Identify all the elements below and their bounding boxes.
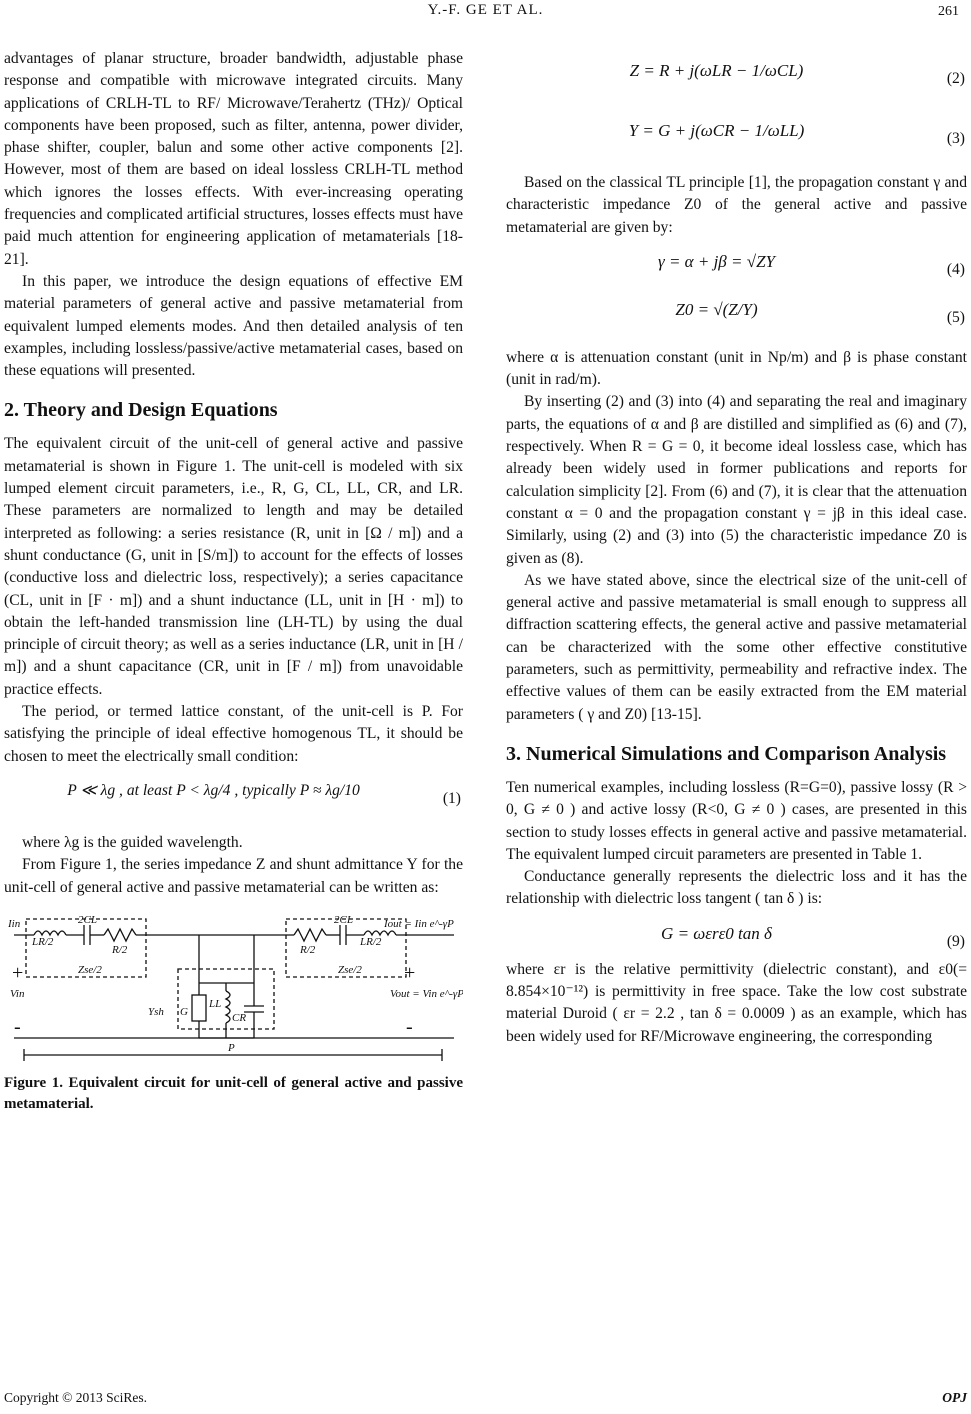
page-header xyxy=(0,2,971,24)
label-iout: Iout = Iin e^-γP xyxy=(384,917,454,930)
label-g: G xyxy=(180,1005,188,1018)
minus-left: - xyxy=(14,1015,21,1038)
label-cl-left: 2CL xyxy=(78,913,97,926)
figure-1-circuit xyxy=(4,913,463,1063)
page-footer xyxy=(4,1390,967,1406)
label-vin: Vin xyxy=(10,987,25,1000)
equation-5 xyxy=(506,291,967,343)
plus-left: + xyxy=(12,961,24,984)
label-period: P xyxy=(228,1041,235,1054)
equation-2 xyxy=(506,52,967,108)
label-iin: Iin xyxy=(8,917,21,930)
running-title: Y.-F. GE ET AL. xyxy=(427,2,544,18)
equation-number: (4) xyxy=(946,260,965,278)
equation-4 xyxy=(506,243,967,287)
minus-right: - xyxy=(406,1015,413,1038)
left-column xyxy=(4,48,463,1115)
label-r2-right: R/2 xyxy=(300,943,316,956)
paragraph: advantages of planar structure, broader bandwidth, adjustable phase response and compatible with microwave integrated circuits. Many applications of CRLH-TL to RF/ Microwave/Terahertz (THz)/ Optical components have been proposed, such as filter, antenna, power divider, phase shifter, coupler, balun and some other active components [2]. However, most of them are based on ideal lossless CRLH-TL method which ignores the losses effects. With ever-increasing operating frequencies and complicated artificial structures, losses effects must have paid much attention for engineering application of metamaterials [18-21]. xyxy=(4,50,463,268)
equation-3 xyxy=(506,112,967,168)
equation-body: γ = α + jβ = √ZY xyxy=(658,251,775,271)
equation-1 xyxy=(4,772,463,828)
label-vout: Vout = Vin e^-γP xyxy=(390,987,463,1000)
paragraph: where α is attenuation constant (unit in Np/m) and β is phase constant (unit in rad/m). xyxy=(506,348,967,389)
paragraph: The period, or termed lattice constant, of the unit-cell is P. For satisfying the principle of ideal effective homogenous TL, it should be chosen to meet the electrically small condition: xyxy=(4,703,463,765)
page-number: 261 xyxy=(938,4,959,19)
equation-number: (5) xyxy=(946,308,965,326)
figure-caption: Figure 1. Equivalent circuit for unit-cell of general active and passive metamaterial. xyxy=(4,1074,463,1112)
right-column xyxy=(506,48,967,1048)
circuit-diagram xyxy=(4,913,463,1063)
section-heading: 2. Theory and Design Equations xyxy=(4,399,278,422)
label-cl-right: 2CL xyxy=(334,913,353,926)
equation-body: Z0 = √(Z/Y) xyxy=(675,299,758,319)
label-r2-left: R/2 xyxy=(112,943,128,956)
equation-9 xyxy=(506,915,967,955)
label-lr2-left: LR/2 xyxy=(32,935,54,948)
plus-right: + xyxy=(404,961,416,984)
paragraph: where λg is the guided wavelength. xyxy=(22,833,243,851)
paragraph: From Figure 1, the series impedance Z and shunt admittance Y for the unit-cell of general active and passive metamaterial can be written as: xyxy=(4,856,463,896)
label-zse-right: Zse/2 xyxy=(338,963,362,976)
paragraph: In this paper, we introduce the design equations of effective EM material parameters of general active and passive metamaterial from equivalent lumped elements modes. And then detailed analysis of ten examples, including lossless/passive/active metamaterial cases, based on these equations will presented. xyxy=(4,272,463,380)
equation-number: (2) xyxy=(946,70,965,87)
equation-number: (3) xyxy=(946,130,965,147)
paragraph: The equivalent circuit of the unit-cell of general active and passive metamaterial is shown in Figure 1. The unit-cell is modeled with six lumped element circuit parameters, i.e., R, G, CL, LL, CR, and LR. These parameters are normalized to length and may be detailed interpreted as following: a series resistance (R, unit in [Ω / m]) and a shunt conductance (G, unit in [S/m]) to account for the effects of losses (conductive loss and dielectric loss, respectively); a series capacitance (CL, unit in [F · m]) and a shunt inductance (LL, unit in [H · m]) to obtain the left-handed transmission line (LH-TL) by using the dual principle of circuit theory; as well as a series inductance (LR, unit in [H / m]) and a shunt capacitance (CR, unit in [F / m]) from unavoidable practice effects. xyxy=(4,435,463,698)
journal-abbrev: OPJ xyxy=(942,1390,967,1405)
equation-body: Y = G + j(ωCR − 1/ωLL) xyxy=(628,121,805,140)
section-heading: 3. Numerical Simulations and Comparison Analysis xyxy=(506,742,947,765)
equation-body: Z = R + j(ωLR − 1/ωCL) xyxy=(629,61,804,80)
label-zse-left: Zse/2 xyxy=(78,963,102,976)
copyright: Copyright © 2013 SciRes. xyxy=(4,1390,148,1405)
equation-number: (1) xyxy=(442,789,461,807)
equation-number: (9) xyxy=(946,932,965,950)
label-ysh: Ysh xyxy=(148,1005,164,1018)
label-lr2-right: LR/2 xyxy=(360,935,382,948)
paragraph: As we have stated above, since the electrical size of the unit-cell of general active and passive metamaterial is small enough to suppress all diffraction scattering effects, the general active and passive metamaterial can be characterized with the some other effective constitutive parameters, such as permittivity, permeability and refractive index. The effective values of them can be easily extracted from the EM material parameters ( γ and Z0) [13-15]. xyxy=(506,571,967,723)
paragraph: By inserting (2) and (3) into (4) and separating the real and imaginary parts, the equations of α and β are distilled and simplified as (6) and (7), respectively. When R = G = 0, it become ideal lossless case, which has already been widely used in former publications and reports for calculation simplicity [2]. From (6) and (7), it is clear that the attenuation constant α = 0 and the propagation constant γ = jβ in this ideal case. Similarly, using (2) and (3) into (5) the characteristic impedance Z0 is given as (8). xyxy=(506,393,967,567)
label-cr: CR xyxy=(232,1011,247,1024)
paragraph: where εr is the relative permittivity (dielectric constant), and ε0(= 8.854×10⁻¹²) is permittivity in free space. Take the low cost substrate material Duroid ( εr = 2.2 , tan δ = 0.0009 ) as an example, which has been widely used for RF/Microwave engineering, the corresponding xyxy=(506,960,967,1045)
equation-body: P ≪ λg , at least P < λg/4 , typically P ≈ λg/10 xyxy=(67,781,360,799)
equation-body: G = ωεrε0 tan δ xyxy=(661,923,772,943)
paragraph: Based on the classical TL principle [1], the propagation constant γ and characteristic impedance Z0 of the general active and passive metamaterial are given by: xyxy=(506,174,967,236)
paragraph: Ten numerical examples, including lossless (R=G=0), passive lossy (R > 0, G ≠ 0 ) and active lossy (R<0, G ≠ 0 ) cases, are presented in this section to study losses effects in general active and passive metamaterial. The equivalent lumped circuit parameters are presented in Table 1. xyxy=(506,778,967,863)
label-ll: LL xyxy=(209,997,222,1010)
paragraph: Conductance generally represents the dielectric loss and it has the relationship with dielectric loss tangent ( tan δ ) is: xyxy=(506,868,967,908)
